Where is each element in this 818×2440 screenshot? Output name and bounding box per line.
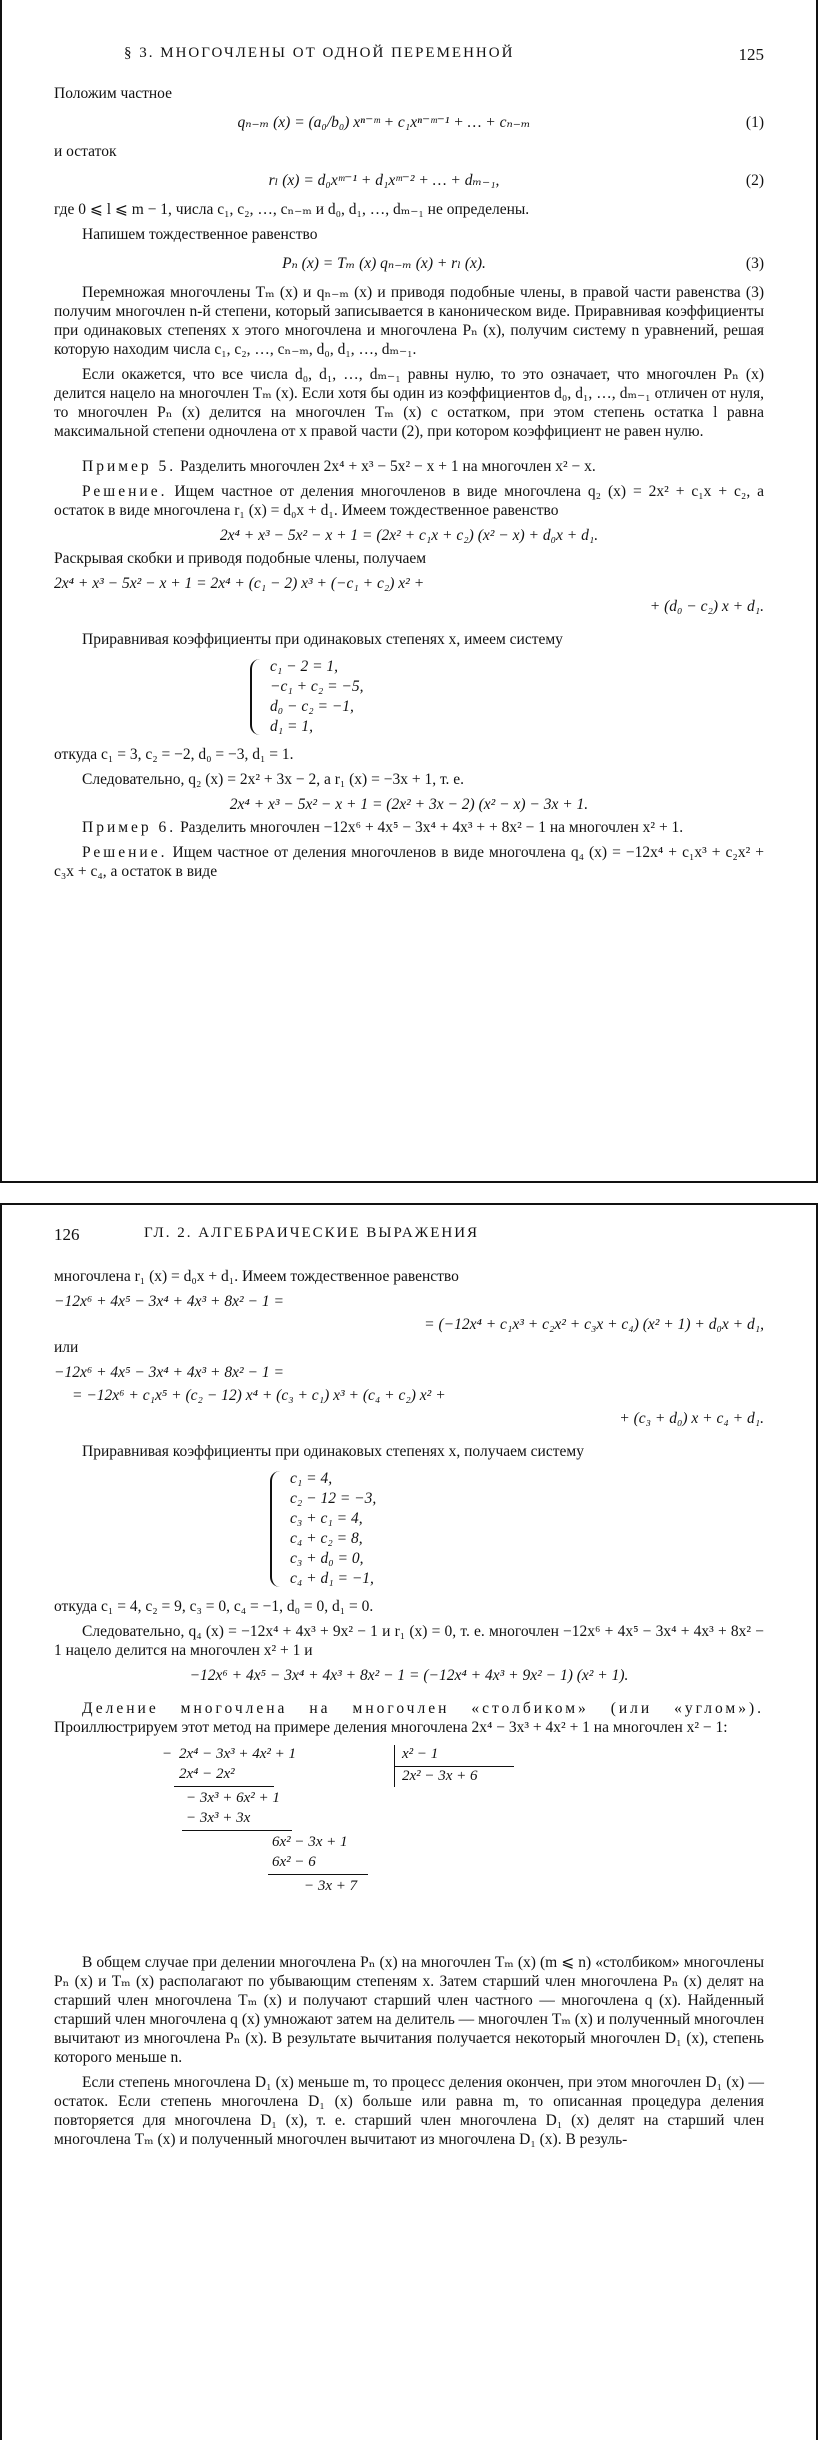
solution-label: Решение. [82, 483, 168, 500]
system-row: c₁ − 2 = 1, [270, 658, 339, 675]
text-line: откуда c₁ = 4, c₂ = 9, c₃ = 0, c₄ = −1, d₀ = 0, d₁ = 0. [54, 1598, 374, 1615]
division-line [174, 1786, 274, 1787]
example-label: Пример 5. [82, 458, 177, 475]
page-body [54, 84, 764, 887]
page-number: 125 [738, 45, 764, 64]
text-line: откуда c₁ = 3, c₂ = −2, d₀ = −3, d₁ = 1. [54, 746, 294, 763]
page-body [54, 1267, 764, 2155]
system-row: −c₁ + c₂ = −5, [270, 678, 364, 695]
equation: = (−12x⁴ + c₁x³ + c₂x² + c₃x + c₄) (x² + 1) + d₀x + d₁, [424, 1316, 764, 1333]
system-row: c₃ + c₁ = 4, [290, 1510, 363, 1527]
equation-3 [54, 254, 764, 273]
running-header [54, 1225, 764, 1249]
text-line: многочлена r₁ (x) = d₀x + d₁. Имеем тождественное равенство [54, 1268, 459, 1285]
system-row: d₁ = 1, [270, 718, 313, 735]
paragraph: Приравнивая коэффициенты при одинаковых степенях x, имеем систему [82, 631, 563, 648]
equation-system [244, 657, 764, 737]
system-row: c₄ + c₂ = 8, [290, 1530, 363, 1547]
equation: + (d₀ − c₂) x + d₁. [649, 598, 764, 615]
remainder-3: − 3x + 7 [304, 1878, 358, 1894]
solution-6 [54, 843, 764, 881]
equation: + (c₃ + d₀) x + c₄ + d₁. [619, 1410, 764, 1427]
subtrahend-3: 6x² − 6 [272, 1854, 316, 1870]
running-header [54, 45, 764, 69]
equation-number: (1) [745, 114, 764, 131]
text-line: Следовательно, q₂ (x) = 2x² + 3x − 2, а r₁ (x) = −3x + 1, т. е. [82, 771, 465, 788]
dividend: 2x⁴ − 3x³ + 4x² + 1 [179, 1746, 297, 1762]
text-line: и остаток [54, 143, 117, 160]
example-5 [54, 457, 764, 476]
equation: 2x⁴ + x³ − 5x² − x + 1 = (2x² + c₁x + c₂) (x² − x) + d₀x + d₁. [219, 527, 599, 544]
divisor: x² − 1 [402, 1746, 439, 1762]
subtrahend-2: − 3x³ + 3x [186, 1810, 251, 1826]
equation-text: rₗ (x) = d₀xᵐ⁻¹ + d₁xᵐ⁻² + … + dₘ₋₁, [268, 172, 500, 189]
system-row: d₀ − c₂ = −1, [270, 698, 354, 715]
example-label: Пример 6. [82, 819, 177, 836]
page-number: 126 [54, 1225, 80, 1244]
equation: −12x⁶ + 4x⁵ − 3x⁴ + 4x³ + 8x² − 1 = [54, 1293, 284, 1310]
paragraph: Приравнивая коэффициенты при одинаковых степенях x, получаем систему [82, 1443, 584, 1460]
equation-1 [54, 113, 764, 132]
solution-5 [54, 482, 764, 520]
solution-text: Ищем частное от деления многочленов в виде многочлена q₂ (x) = 2x² + c₁x + c₂, а остаток в виде многочлена r₁ (x) = d₀x + d₁. Имеем тождественное равенство [54, 483, 764, 519]
header-title: § 3. МНОГОЧЛЕНЫ ОТ ОДНОЙ ПЕРЕМЕННОЙ [124, 45, 515, 61]
equation: 2x⁴ + x³ − 5x² − x + 1 = 2x⁴ + (c₁ − 2) x³ + (−c₁ + c₂) x² + [54, 575, 425, 592]
system-row: c₄ + d₁ = −1, [290, 1570, 374, 1587]
paragraph: Следовательно, q₄ (x) = −12x⁴ + 4x³ + 9x² − 1 и r₁ (x) = 0, т. е. многочлен −12x⁶ + 4x⁵ − 3x⁴ + 4x³ + 8x² − 1 нацело делится на многочлен x² + 1 и [54, 1623, 764, 1659]
paragraph: В общем случае при делении многочлена Pₙ (x) на многочлен Tₘ (x) (m ⩽ n) «столбиком» многочлены Pₙ (x) и Tₘ (x) располагают по убывающим степеням x. Затем старший член многочлена Pₙ (x) делят на старший член многочлена Tₘ (x) и получают старший член частного — многочлена q (x). Найденный старший член многочлена q (x) умножают затем на делитель — многочлен Tₘ (x) и полученный многочлен вычитают из многочлена Pₙ (x). В результате вычитания получается некоторый многочлен D₁ (x), степень которого меньше n. [54, 1954, 764, 2066]
long-division [54, 1745, 764, 1945]
long-division-intro [54, 1699, 764, 1737]
system-row: c₁ = 4, [290, 1470, 333, 1487]
section-label: Деление многочлена на многочлен «столбиком» (или «углом»). [82, 1700, 764, 1717]
text-line: Положим частное [54, 85, 172, 102]
header-title: ГЛ. 2. АЛГЕБРАИЧЕСКИЕ ВЫРАЖЕНИЯ [144, 1225, 480, 1241]
text-line: или [54, 1339, 79, 1356]
page-126 [0, 1205, 818, 2440]
page-border-left [0, 1205, 2, 2440]
division-minus: − [162, 1746, 173, 1762]
paragraph: Перемножая многочлены Tₘ (x) и qₙ₋ₘ (x) и приводя подобные члены, в правой части равенства (3) получим многочлен n-й степени, который записывается в каноническом виде. Приравнивая коэффициенты при одинаковых степенях x этого многочлена и многочлена Pₙ (x), получим систему n уравнений, решая которую находим числа c₁, c₂, …, cₙ₋ₘ, d₀, d₁, …, dₘ₋₁. [54, 284, 764, 358]
paragraph: Если степень многочлена D₁ (x) меньше m, то процесс деления окончен, при этом многочлен D₁ (x) — остаток. Если степень многочлена D₁ (x) больше или равна m, то описанная процедура деления повторяется для многочлена D₁ (x), т. е. старший член многочлена D₁ (x) делят на старший член многочлена Tₘ (x) и полученный многочлен вычитают из многочлена D₁ (x). В резуль- [54, 2074, 764, 2148]
equation-text: Pₙ (x) = Tₘ (x) qₙ₋ₘ (x) + rₗ (x). [282, 255, 486, 272]
paragraph: Если окажется, что все числа d₀, d₁, …, dₘ₋₁ равны нулю, то это означает, что многочлен Pₙ (x) делится нацело на многочлен Tₘ (x). Если хотя бы один из коэффициентов d₀, d₁, …, dₘ₋₁ отличен от нуля, то многочлен Pₙ (x) делится на многочлен Tₘ (x) с остатком, при этом степень остатка l равна максимальной степени одночлена от x правой части (2), при котором коэффициент не равен нулю. [54, 366, 764, 440]
page-separator [0, 1181, 818, 1205]
equation: 2x⁴ + x³ − 5x² − x + 1 = (2x² + 3x − 2) (x² − x) − 3x + 1. [229, 796, 589, 813]
equation-number: (3) [745, 255, 764, 272]
paragraph: где 0 ⩽ l ⩽ m − 1, числа c₁, c₂, …, cₙ₋ₘ и d₀, d₁, …, dₘ₋₁ не определены. [54, 201, 530, 218]
quotient: 2x² − 3x + 6 [402, 1768, 478, 1784]
division-line [268, 1874, 368, 1875]
subtrahend-1: 2x⁴ − 2x² [179, 1766, 235, 1782]
paragraph: Напишем тождественное равенство [82, 226, 318, 243]
equation-2 [54, 171, 764, 190]
division-line [182, 1830, 292, 1831]
remainder-1: − 3x³ + 6x² + 1 [186, 1790, 280, 1806]
text-line: Раскрывая скобки и приводя подобные члены, получаем [54, 550, 427, 567]
example-text: Разделить многочлен 2x⁴ + x³ − 5x² − x + 1 на многочлен x² − x. [180, 458, 596, 475]
page-border-left [0, 0, 2, 1181]
system-row: c₂ − 12 = −3, [290, 1490, 377, 1507]
equation-system [264, 1469, 764, 1589]
remainder-2: 6x² − 3x + 1 [272, 1834, 348, 1850]
equation-number: (2) [745, 172, 764, 189]
solution-label: Решение. [82, 844, 168, 861]
system-row: c₃ + d₀ = 0, [290, 1550, 364, 1567]
section-text: Проиллюстрируем этот метод на примере деления многочлена 2x⁴ − 3x³ + 4x² + 1 на многочлен x² − 1: [54, 1719, 728, 1736]
solution-text: Ищем частное от деления многочленов в виде многочлена q₄ (x) = −12x⁴ + c₁x³ + c₂x² + c₃x + c₄, а остаток в виде [54, 844, 765, 880]
equation: −12x⁶ + 4x⁵ − 3x⁴ + 4x³ + 8x² − 1 = (−12x⁴ + 4x³ + 9x² − 1) (x² + 1). [189, 1667, 629, 1684]
equation: −12x⁶ + 4x⁵ − 3x⁴ + 4x³ + 8x² − 1 = [54, 1364, 284, 1381]
example-6 [54, 818, 764, 837]
equation: = −12x⁶ + c₁x⁵ + (c₂ − 12) x⁴ + (c₃ + c₁) x³ + (c₄ + c₂) x² + [72, 1387, 446, 1404]
example-text: Разделить многочлен −12x⁶ + 4x⁵ − 3x⁴ + 4x³ + + 8x² − 1 на многочлен x² + 1. [180, 819, 684, 836]
equation-text: qₙ₋ₘ (x) = (a₀/b₀) xⁿ⁻ᵐ + c₁xⁿ⁻ᵐ⁻¹ + … + cₙ₋ₘ [237, 114, 531, 131]
page-125 [0, 0, 818, 1181]
